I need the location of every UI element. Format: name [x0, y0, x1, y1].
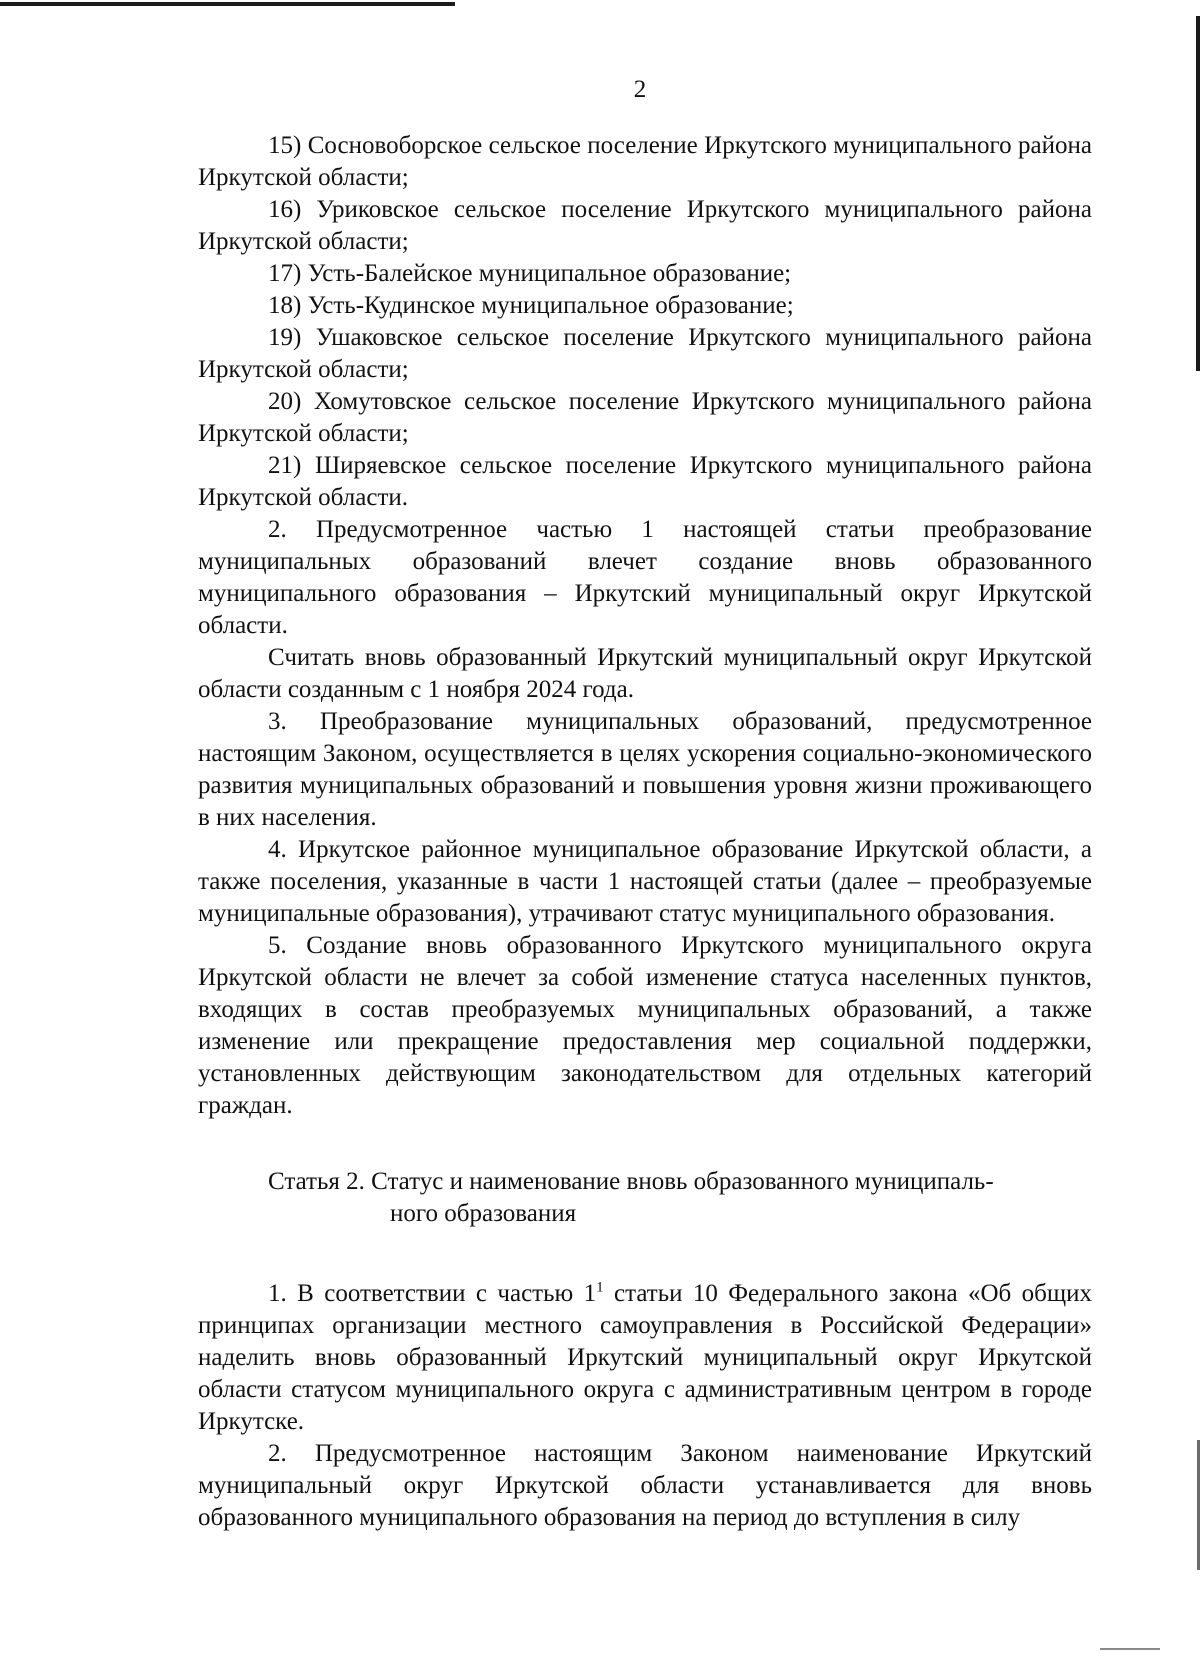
- list-item: 20) Хомутовское сельское поселение Иркутского муниципального района Иркутской области;: [198, 388, 1092, 447]
- article-heading-line2: ного образования: [390, 1200, 577, 1227]
- article-paragraph-text: 1. В соответствии с частью 1: [268, 1280, 597, 1307]
- article-paragraph: 2. Предусмотренное настоящим Законом наименование Иркутский муниципальный округ Иркутской области устанавливается для вновь образованного муниципального образования на период до вступления в силу: [198, 1440, 1092, 1531]
- paragraph: 4. Иркутское районное муниципальное образование Иркутской области, а также поселения, указанные в части 1 настоящей статьи (далее – преобразуемые муниципальные образования), утрачивают статус муниципального образования.: [198, 836, 1092, 927]
- list-item: 21) Ширяевское сельское поселение Иркутского муниципального района Иркутской области.: [198, 452, 1092, 511]
- article-heading: [198, 1166, 1092, 1230]
- scan-border-top: [0, 2, 455, 6]
- list-item: 16) Уриковское сельское поселение Иркутского муниципального района Иркутской области;: [198, 196, 1092, 255]
- paragraph: 3. Преобразование муниципальных образований, предусмотренное настоящим Законом, осуществляется в целях ускорения социально-экономического развития муниципальных образований и повышения уровня жизни проживающего в них населения.: [198, 708, 1092, 831]
- document-body: [198, 130, 1092, 1534]
- scan-border-right: [1196, 16, 1200, 371]
- list-item: 17) Усть-Балейское муниципальное образование;: [268, 260, 792, 287]
- paragraph: 2. Предусмотренное частью 1 настоящей статьи преобразование муниципальных образований влечет создание вновь образованного муниципального образования – Иркутский муниципальный округ Иркутской области.: [198, 516, 1092, 639]
- list-item: 15) Сосновоборское сельское поселение Иркутского муниципального района Иркутской области;: [198, 132, 1092, 191]
- scan-mark-bottom: [1100, 1648, 1160, 1650]
- article-paragraph-text: статьи 10 Федерального закона «Об общих принципах организации местного самоуправления в Российской Федерации» наделить вновь образованный Иркутский муниципальный округ Иркутской области статусом муниципального округа с административным центром в городе Иркутске.: [198, 1280, 1092, 1435]
- list-item: 18) Усть-Кудинское муниципальное образование;: [268, 292, 794, 319]
- paragraph: 5. Создание вновь образованного Иркутского муниципального округа Иркутской области не влечет за собой изменение статуса населенных пунктов, входящих в состав преобразуемых муниципальных образований, а также изменение или прекращение предоставления мер социальной поддержки, установленных действующим законодательством для отдельных категорий граждан.: [198, 932, 1092, 1119]
- page-number: 2: [633, 76, 647, 103]
- list-item: 19) Ушаковское сельское поселение Иркутского муниципального района Иркутской области;: [198, 324, 1092, 383]
- article-paragraph: [198, 1278, 1092, 1438]
- article-heading-line1: Статья 2. Статус и наименование вновь образованного муниципаль-: [268, 1168, 994, 1195]
- paragraph: Считать вновь образованный Иркутский муниципальный округ Иркутской области созданным с 1 ноября 2024 года.: [198, 644, 1092, 703]
- superscript: 1: [596, 1279, 604, 1296]
